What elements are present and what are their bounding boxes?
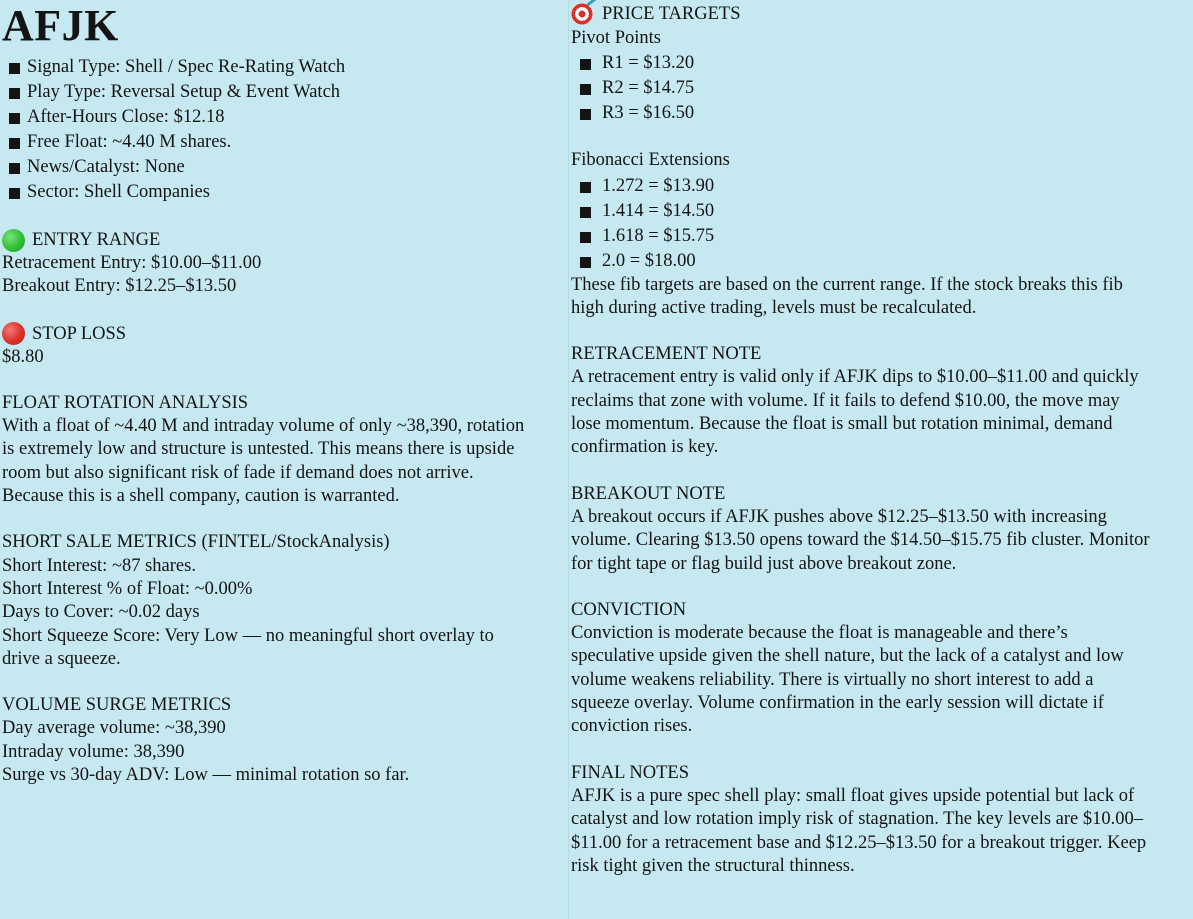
column-divider xyxy=(568,0,569,919)
conviction-line: Conviction is moderate because the float is manageable and there’s xyxy=(571,623,1068,644)
summary-item: Sector: Shell Companies xyxy=(2,180,566,205)
pivot-item: R3 = $16.50 xyxy=(571,101,1193,126)
bullet-square-icon xyxy=(9,163,20,174)
stop-loss-heading: STOP LOSS xyxy=(2,322,566,346)
float-rotation-line: room but also significant risk of fade if demand does not arrive. xyxy=(2,462,474,483)
volume-surge-heading: VOLUME SURGE METRICS xyxy=(2,695,232,716)
retracement-note-heading: RETRACEMENT NOTE xyxy=(571,344,762,365)
short-sale-line: Short Interest % of Float: ~0.00% xyxy=(2,578,253,599)
final-notes-line: AFJK is a pure spec shell play: small float gives upside potential but lack of xyxy=(571,785,1135,806)
short-sale-line: drive a squeeze. xyxy=(2,648,121,669)
summary-item: Free Float: ~4.40 M shares. xyxy=(2,130,566,155)
volume-surge-line: Surge vs 30-day ADV: Low — minimal rotation so far. xyxy=(2,765,410,786)
bullet-square-icon xyxy=(580,84,591,95)
pivot-list xyxy=(571,51,1193,126)
summary-list xyxy=(2,55,566,205)
ticker-title: AFJK xyxy=(2,1,119,50)
green-circle-icon xyxy=(2,229,25,252)
conviction-heading: CONVICTION xyxy=(571,599,687,620)
fib-item: 2.0 = $18.00 xyxy=(571,249,1193,274)
short-sale-heading: SHORT SALE METRICS (FINTEL/StockAnalysis) xyxy=(2,532,390,553)
price-targets-heading: PRICE TARGETS xyxy=(571,1,1193,27)
entry-range-heading: ENTRY RANGE xyxy=(2,228,566,252)
short-sale-line: Short Squeeze Score: Very Low — no meaningful short overlay to xyxy=(2,625,494,646)
bullet-square-icon xyxy=(9,63,20,74)
retracement-note-line: confirmation is key. xyxy=(571,437,719,458)
summary-item: News/Catalyst: None xyxy=(2,155,566,180)
final-notes-heading: FINAL NOTES xyxy=(571,762,690,783)
bullet-square-icon xyxy=(9,188,20,199)
short-sale-line: Days to Cover: ~0.02 days xyxy=(2,602,200,623)
breakout-note-line: A breakout occurs if AFJK pushes above $12.25–$13.50 with increasing xyxy=(571,506,1107,527)
breakout-note-line: for tight tape or flag build just above breakout zone. xyxy=(571,553,957,574)
retracement-entry: Retracement Entry: $10.00–$11.00 xyxy=(2,253,262,273)
fib-note-line: high during active trading, levels must be recalculated. xyxy=(571,297,977,318)
bullet-square-icon xyxy=(9,113,20,124)
fib-item: 1.272 = $13.90 xyxy=(571,174,1193,199)
float-rotation-heading: FLOAT ROTATION ANALYSIS xyxy=(2,392,249,413)
breakout-note-line: volume. Clearing $13.50 opens toward the $14.50–$15.75 fib cluster. Monitor xyxy=(571,530,1150,551)
fib-item: 1.414 = $14.50 xyxy=(571,199,1193,224)
final-notes-line: catalyst and low rotation imply risk of stagnation. The key levels are $10.00– xyxy=(571,809,1144,830)
target-icon xyxy=(571,3,593,25)
summary-item: Signal Type: Shell / Spec Re-Rating Watch xyxy=(2,55,566,80)
conviction-line: volume weakens reliability. There is virtually no short interest to add a xyxy=(571,669,1094,690)
red-circle-icon xyxy=(2,322,25,345)
retracement-note-line: A retracement entry is valid only if AFJK dips to $10.00–$11.00 and quickly xyxy=(571,367,1139,388)
final-notes-line: risk tight given the structural thinness. xyxy=(571,855,855,876)
fibonacci-label: Fibonacci Extensions xyxy=(571,150,730,171)
conviction-line: squeeze overlay. Volume confirmation in the early session will dictate if xyxy=(571,693,1104,714)
pivot-item: R2 = $14.75 xyxy=(571,76,1193,101)
final-notes-line: $11.00 for a retracement base and $12.25–$13.50 for a breakout trigger. Keep xyxy=(571,832,1147,853)
left-column xyxy=(2,0,566,787)
bullet-square-icon xyxy=(580,207,591,218)
right-column xyxy=(571,0,1193,878)
volume-surge-line: Day average volume: ~38,390 xyxy=(2,718,226,739)
short-sale-line: Short Interest: ~87 shares. xyxy=(2,555,196,576)
float-rotation-line: Because this is a shell company, caution is warranted. xyxy=(2,486,400,507)
bullet-square-icon xyxy=(9,138,20,149)
bullet-square-icon xyxy=(580,257,591,268)
fib-list xyxy=(571,174,1193,274)
breakout-note-heading: BREAKOUT NOTE xyxy=(571,483,726,504)
volume-surge-line: Intraday volume: 38,390 xyxy=(2,741,185,762)
bullet-square-icon xyxy=(580,59,591,70)
bullet-square-icon xyxy=(9,88,20,99)
fib-note-line: These fib targets are based on the current range. If the stock breaks this fib xyxy=(571,274,1123,295)
conviction-line: conviction rises. xyxy=(571,716,693,737)
summary-item: Play Type: Reversal Setup & Event Watch xyxy=(2,80,566,105)
bullet-square-icon xyxy=(580,109,591,120)
stop-loss-value: $8.80 xyxy=(2,346,44,367)
retracement-note-line: lose momentum. Because the float is small but rotation minimal, demand xyxy=(571,414,1113,435)
summary-item: After-Hours Close: $12.18 xyxy=(2,105,566,130)
float-rotation-line: is extremely low and structure is untested. This means there is upside xyxy=(2,439,515,460)
bullet-square-icon xyxy=(580,232,591,243)
breakout-entry: Breakout Entry: $12.25–$13.50 xyxy=(2,276,237,297)
pivot-points-label: Pivot Points xyxy=(571,28,661,48)
pivot-item: R1 = $13.20 xyxy=(571,51,1193,76)
bullet-square-icon xyxy=(580,182,591,193)
float-rotation-line: With a float of ~4.40 M and intraday volume of only ~38,390, rotation xyxy=(2,416,525,437)
retracement-note-line: reclaims that zone with volume. If it fails to defend $10.00, the move may xyxy=(571,390,1120,411)
conviction-line: speculative upside given the shell nature, but the lack of a catalyst and low xyxy=(571,646,1124,667)
fib-item: 1.618 = $15.75 xyxy=(571,224,1193,249)
